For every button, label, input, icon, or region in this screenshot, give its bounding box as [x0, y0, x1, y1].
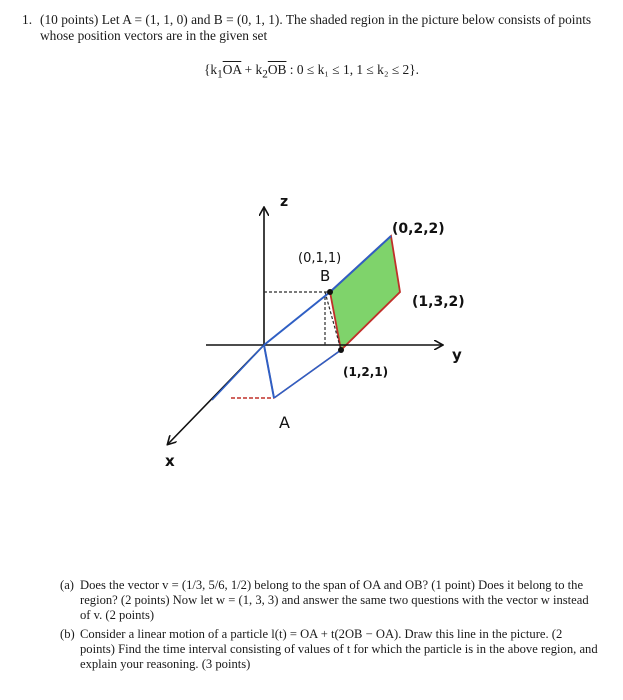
- part-b-text: Consider a linear motion of a particle l(t) = OA + t(2OB − OA). Draw this line in the picture. (2 points) Find the time interval consisting of values of t for which the particle is in the above region, and explain your reasoning. (3 points): [80, 627, 598, 671]
- z-axis-label: z: [280, 194, 289, 210]
- diagonal-blue: [212, 345, 264, 400]
- vector-oa-shift: [274, 350, 341, 398]
- set-open: {k: [203, 62, 218, 77]
- label-121: (1,2,1): [343, 365, 389, 379]
- label-022: (0,2,2): [392, 221, 445, 237]
- question-parts: [60, 578, 600, 676]
- set-oa: $\overline{OA}$: [222, 62, 242, 77]
- y-axis-label: y: [452, 346, 462, 364]
- point-b: [327, 289, 333, 295]
- problem-number: 1.: [22, 12, 33, 27]
- label-132: (1,3,2): [412, 294, 465, 310]
- label-011: (0,1,1): [298, 251, 342, 266]
- set-plus: + k: [241, 62, 263, 77]
- set-condition: : 0 ≤ k₁ ≤ 1, 1 ≤ k₂ ≤ 2}.: [286, 62, 420, 77]
- vector-ob: [264, 292, 330, 345]
- x-axis-label: x: [165, 452, 175, 470]
- set-k2-sub: 2: [262, 68, 268, 81]
- part-a: [60, 578, 600, 623]
- vector-oa: [264, 345, 274, 398]
- part-b-label: (b): [60, 627, 75, 641]
- label-a: A: [279, 413, 290, 432]
- part-a-text: Does the vector v = (1/3, 5/6, 1/2) belong to the span of OA and OB? (1 point) Does it belong to the region? (2 points) Now let w = (1, 3, 3) and answer the same two questions with the vector w instead of v. (2 points): [80, 578, 589, 622]
- part-b: [60, 627, 600, 672]
- label-b: B: [320, 267, 331, 285]
- part-a-label: (a): [60, 578, 74, 592]
- point-121: [338, 347, 344, 353]
- set-ob: $\overline{OB}$: [267, 62, 287, 77]
- set-k1-sub: 1: [217, 68, 223, 81]
- problem-intro: (10 points) Let A = (1, 1, 0) and B = (0, 1, 1). The shaded region in the picture below consists of points whose position vectors are in the given set: [40, 12, 592, 43]
